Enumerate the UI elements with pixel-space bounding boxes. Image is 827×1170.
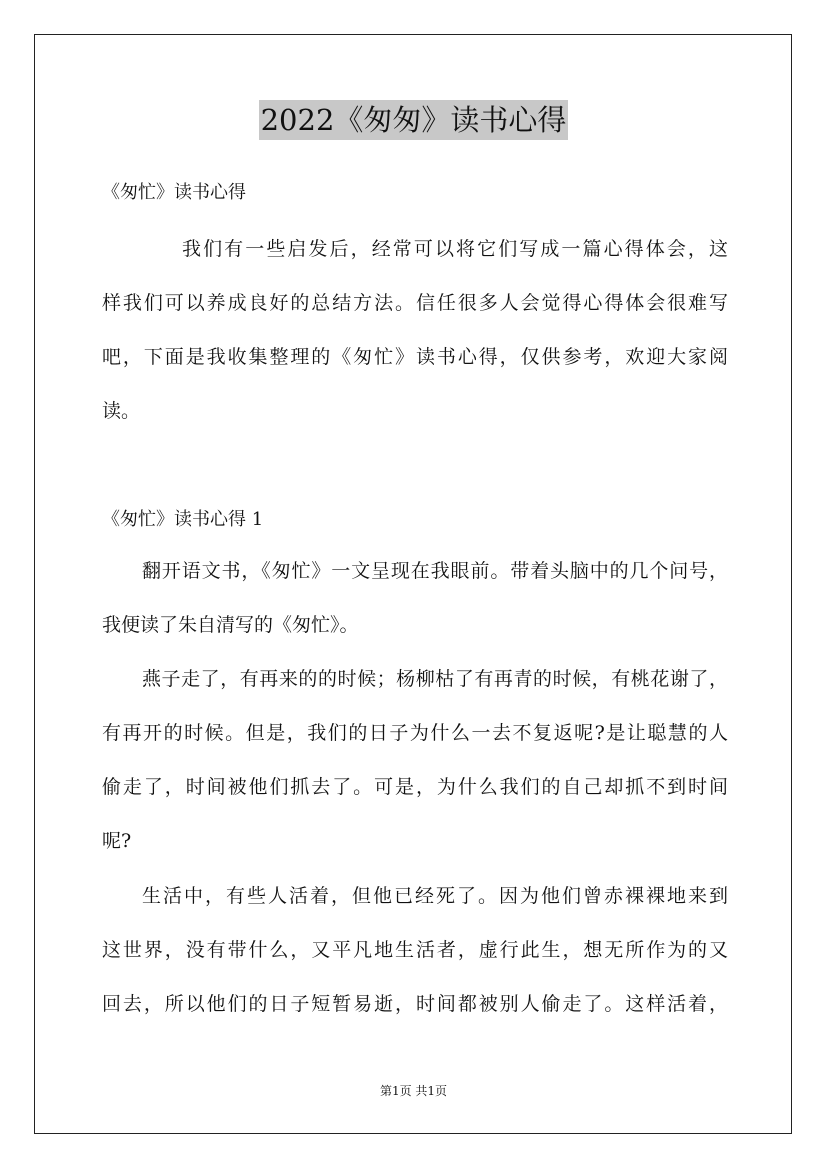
- intro-line-2: 样我们可以养成良好的总结方法。信任很多人会觉得心得体会很难写: [102, 292, 728, 314]
- title-container: [0, 100, 827, 140]
- intro-line-1: 我们有一些启发后，经常可以将它们写成一篇心得体会，这: [182, 238, 728, 260]
- paragraph-1: [102, 544, 728, 652]
- para3-line-2: 这世界，没有带什么，又平凡地生活者，虚行此生，想无所作为的又: [102, 939, 728, 961]
- para3-line-3: 回去，所以他们的日子短暂易逝，时间都被别人偷走了。这样活着，: [102, 993, 728, 1015]
- subheading-section-1: 《匆忙》读书心得 1: [102, 509, 264, 530]
- paragraph-3: [102, 869, 728, 1031]
- para2-line-1: 燕子走了，有再来的的时候；杨柳枯了有再青的时候，有桃花谢了，: [142, 668, 728, 690]
- page-footer: 第1页 共1页: [379, 1084, 448, 1098]
- para1-line-2: 我便读了朱自清写的《匆忙》。: [102, 614, 359, 636]
- subheading-article: 《匆忙》读书心得: [102, 182, 246, 203]
- intro-line-4: 读。: [102, 400, 141, 422]
- para3-line-1: 生活中，有些人活着，但他已经死了。因为他们曾赤裸裸地来到: [142, 885, 728, 907]
- paragraph-2: [102, 652, 728, 868]
- para2-line-2: 有再开的时候。但是，我们的日子为什么一去不复返呢?是让聪慧的人: [102, 722, 728, 744]
- intro-paragraph: [102, 222, 728, 438]
- document-title: 2022《匆匆》读书心得: [259, 100, 569, 140]
- intro-line-3: 吧，下面是我收集整理的《匆忙》读书心得，仅供参考，欢迎大家阅: [102, 346, 728, 368]
- para2-line-3: 偷走了，时间被他们抓去了。可是，为什么我们的自己却抓不到时间: [102, 776, 728, 798]
- para1-line-1: 翻开语文书，《匆忙》一文呈现在我眼前。带着头脑中的几个问号，: [142, 560, 728, 582]
- para2-line-4: 呢?: [102, 830, 132, 852]
